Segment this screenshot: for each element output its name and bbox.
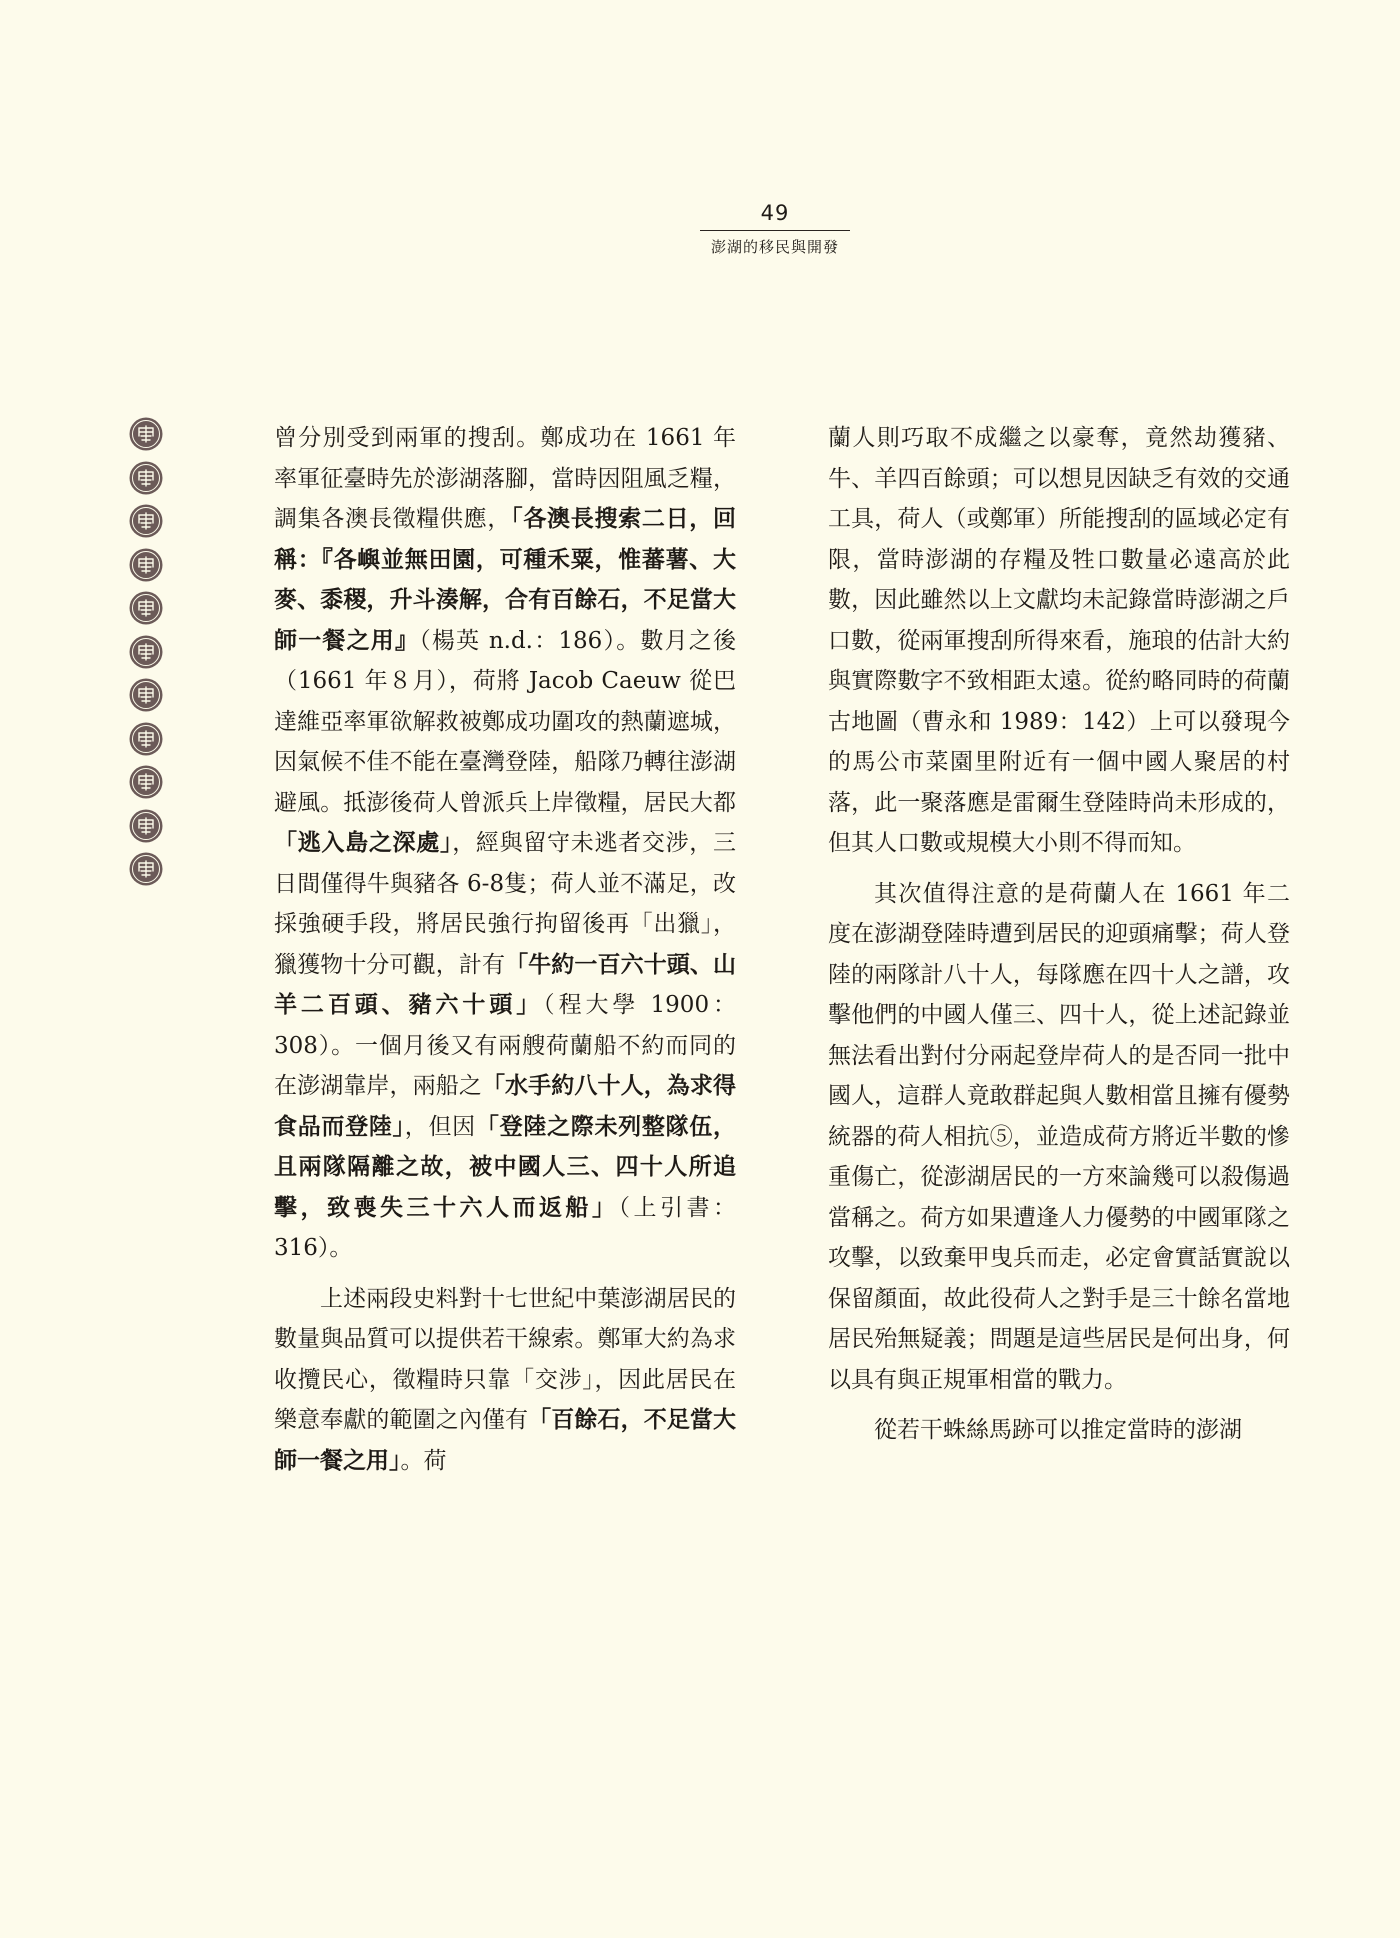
right-text-column [828,418,1290,1451]
seal-icon [128,721,164,757]
seal-icon [128,808,164,844]
page-header [700,200,850,257]
seal-icon [128,503,164,539]
page-number: 49 [760,201,790,225]
seal-icon [128,590,164,626]
text-segment: （程大學 1900：308）。一個月後又有兩艘荷蘭船不約而同的在澎湖靠岸，兩船之 [274,992,736,1099]
text-segment: 上述兩段史料對十七世紀中葉澎湖居民的數量與品質可以提供若干線索。鄭軍大約為求收攬民心，徵糧時只靠「交涉」，因此居民在樂意奉獻的範圍之內僅有 [274,1285,736,1433]
running-title: 澎湖的移民與開發 [710,238,839,256]
seal-icon [128,851,164,887]
ornament-column [128,416,164,886]
quoted-passage: 「水手約八十人，為求得食品而登陸」 [274,1072,737,1140]
paragraph: 從若干蛛絲馬跡可以推定當時的澎湖 [874,1417,1242,1443]
seal-icon [128,460,164,496]
seal-icon [128,416,164,452]
seal-icon [128,764,164,800]
quoted-passage: 「牛約一百六十頭、山羊二百頭、豬六十頭」 [274,950,737,1018]
paragraph: 蘭人則巧取不成繼之以豪奪，竟然劫獲豬、牛、羊四百餘頭；可以想見因缺乏有效的交通工具，荷人（或鄭軍）所能搜刮的區域必定有限，當時澎湖的存糧及牲口數量必遠高於此數，因此雖然以上文獻均未記錄當時澎湖之戶口數，從兩軍搜刮所得來看，施琅的估計大約與實際數字不致相距太遠。從約略同時的荷蘭古地圖（曹永和 1989：142）上可以發現今的馬公市菜園里附近有一個中國人聚居的村落，此一聚落應是雷爾生登陸時尚未形成的，但其人口數或規模大小則不得而知。 [828,425,1290,856]
left-text-column [274,418,736,1481]
quoted-passage: 「逃入島之深處」 [274,829,453,856]
text-segment: ，經與留守未逃者交涉，三日間僅得牛與豬各 6-8隻；荷人並不滿足，改採強硬手段，將居民強行拘留後再「出獵」，獵獲物十分可觀，計有 [274,830,737,978]
text-segment: （楊英 n.d.：186）。數月之後（1661 年８月），荷將 Jacob Caeuw 從巴達維亞率軍欲解救被鄭成功圍攻的熱蘭遮城，因氣候不佳不能在臺灣登陸，船隊乃轉往澎湖避風。抵澎後荷人曾派兵上岸徵糧，居民大都 [274,627,737,816]
text-segment: 曾分別受到兩軍的搜刮。鄭成功在 1661 年率軍征臺時先於澎湖落腳，當時因阻風乏糧，調集各澳長徵糧供應， [274,425,736,532]
text-segment: ，但因 [404,1113,476,1140]
paragraph [274,1279,736,1482]
quoted-passage: 「各澳長搜索二日，回稱：『各嶼並無田園，可種禾粟，惟蕃薯、大麥、黍稷，升斗湊解，合有百餘石，不足當大師一餐之用』 [274,505,737,654]
paragraph [274,418,736,1269]
seal-icon [128,677,164,713]
paragraph: 其次值得注意的是荷蘭人在 1661 年二度在澎湖登陸時遭到居民的迎頭痛擊；荷人登陸的兩隊計八十人，每隊應在四十人之譜，攻擊他們的中國人僅三、四十人，從上述記錄並無法看出對付分兩起登岸荷人的是否同一批中國人，這群人竟敢群起與人數相當且擁有優勢統器的荷人相抗⑤，並造成荷方將近半數的慘重傷亡，從澎湖居民的一方來論幾可以殺傷過當稱之。荷方如果遭逢人力優勢的中國軍隊之攻擊，以致棄甲曳兵而走，必定會實話實說以保留顏面，故此役荷人之對手是三十餘名當地居民殆無疑義；問題是這些居民是何出身，何以具有與正規軍相當的戰力。 [828,880,1290,1393]
text-segment: （上引書：316）。 [274,1194,736,1261]
quoted-passage: 「百餘石，不足當大師一餐之用」 [274,1406,737,1474]
quoted-passage: 「登陸之際未列整隊伍，且兩隊隔離之故，被中國人三、四十人所追擊，致喪失三十六人而返船」 [274,1112,737,1221]
text-segment: 。荷 [400,1447,447,1474]
seal-icon [128,547,164,583]
seal-icon [128,634,164,670]
header-rule [700,230,850,231]
